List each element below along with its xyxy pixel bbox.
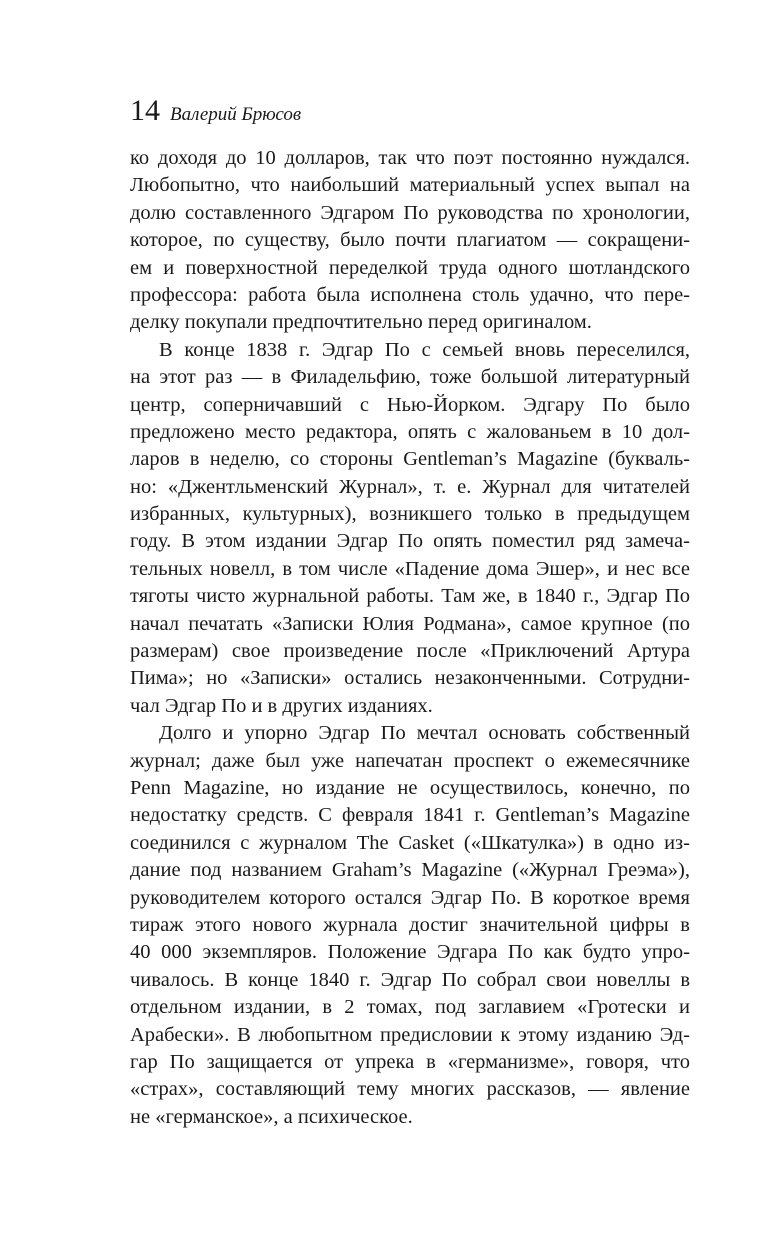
text-line: ем и поверхностной переделкой труда одного шотландского — [130, 256, 690, 279]
text-line: руководителем которого остался Эдгар По. В короткое время — [130, 886, 690, 909]
text-line: дание под названием Graham’s Magazine («Журнал Греэма»), — [130, 859, 690, 882]
text-line: гар По защищается от упрека в «германизме», говоря, что — [130, 1050, 690, 1073]
paragraph — [130, 145, 690, 337]
text-line: не «германское», а психическое. — [130, 1105, 413, 1128]
text-line: предложено место редактора, опять с жалованьем в 10 дол- — [130, 420, 690, 443]
text-line: журнал; даже был уже напечатан проспект о ежемесячнике — [130, 749, 690, 772]
page-header — [130, 96, 301, 126]
paragraph — [130, 720, 690, 1131]
text-line: чивалось. В конце 1840 г. Эдгар По собрал свои новеллы в — [130, 968, 690, 991]
text-line: недостатку средств. С февраля 1841 г. Gentleman’s Magazine — [130, 804, 690, 827]
paragraph — [130, 337, 690, 720]
text-line: соединился с журналом The Casket («Шкатулка») в одно из- — [130, 831, 690, 854]
running-head-author: Валерий Брюсов — [170, 104, 302, 125]
text-line: 40 000 экземпляров. Положение Эдгара По как будто упро- — [130, 941, 690, 964]
text-line: отдельном издании, в 2 томах, под заглавием «Гротески и — [130, 996, 690, 1019]
text-line: долю составленного Эдгаром По руководства по хронологии, — [130, 201, 690, 224]
text-line: В конце 1838 г. Эдгар По с семьей вновь переселился, — [159, 338, 690, 361]
text-line: тельных новелл, в том числе «Падение дома Эшер», и нес все — [130, 557, 690, 580]
text-line: которое, по существу, было почти плагиатом — сокращени- — [130, 229, 690, 252]
text-line: Пима»; но «Записки» остались незаконченными. Сотрудни- — [130, 667, 690, 690]
text-line: чал Эдгар По и в других изданиях. — [130, 694, 433, 717]
text-line: избранных, культурных), возникшего только в предыдущем — [130, 503, 690, 526]
text-line: Любопытно, что наибольший материальный успех выпал на — [130, 174, 690, 197]
text-line: начал печатать «Записки Юлия Родмана», самое крупное (по — [130, 612, 690, 635]
text-line: Долго и упорно Эдгар По мечтал основать собственный — [159, 722, 690, 745]
text-line: тираж этого нового журнала достиг значительной цифры в — [130, 913, 690, 936]
text-line: профессора: работа была исполнена столь удачно, что пере- — [130, 283, 690, 306]
body-text — [130, 145, 690, 1131]
text-line: году. В этом издании Эдгар По опять поместил ряд замеча- — [130, 530, 690, 553]
text-line: размерам) свое произведение после «Приключений Артура — [130, 640, 690, 663]
text-line: ларов в неделю, со стороны Gentleman’s Magazine (букваль- — [130, 448, 690, 471]
text-line: «страх», составляющий тему многих рассказов, — явление — [130, 1078, 690, 1101]
text-line: ко доходя до 10 долларов, так что поэт постоянно нуждался. — [130, 147, 690, 169]
text-line: на этот раз — в Филадельфию, тоже большой литературный — [130, 366, 690, 389]
text-line: но: «Джентльменский Журнал», т. е. Журнал для читателей — [130, 475, 690, 498]
text-line: Арабески». В любопытном предисловии к этому изданию Эд- — [130, 1023, 690, 1046]
text-line: Penn Magazine, но издание не осуществилось, конечно, по — [130, 776, 690, 799]
text-line: центр, соперничавший с Нью-Йорком. Эдгару По было — [130, 393, 690, 416]
text-line: делку покупали предпочтительно перед оригиналом. — [130, 311, 592, 334]
text-line: тяготы чисто журнальной работы. Там же, в 1840 г., Эдгар По — [130, 585, 690, 608]
page-number: 14 — [130, 94, 160, 127]
